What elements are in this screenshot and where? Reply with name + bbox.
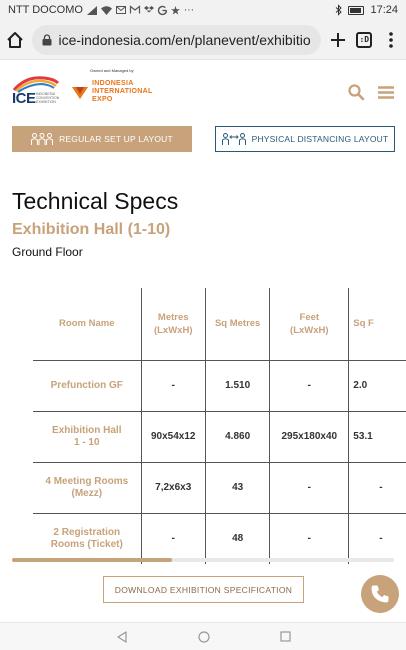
owned-by-label: Owned and Managed by bbox=[90, 68, 134, 73]
search-icon[interactable] bbox=[348, 84, 364, 100]
tab-count-badge: :D bbox=[356, 32, 372, 48]
hamburger-menu-icon[interactable] bbox=[378, 86, 394, 99]
header-metres: Metres (LxWxH) bbox=[141, 288, 205, 360]
cell-room-name: 2 Registration Rooms (Ticket) bbox=[33, 513, 141, 564]
table-scrollbar-thumb[interactable] bbox=[12, 558, 172, 562]
signal-icon bbox=[87, 6, 97, 15]
browser-menu-button[interactable] bbox=[382, 27, 400, 53]
cell-metres: 90x54x12 bbox=[141, 411, 205, 462]
iie-logo-line2: INTERNATIONAL bbox=[92, 88, 153, 95]
call-button[interactable] bbox=[361, 575, 399, 613]
home-button[interactable] bbox=[6, 27, 24, 53]
tab-switcher-button[interactable] bbox=[355, 27, 373, 53]
download-specification-button[interactable]: DOWNLOAD EXHIBITION SPECIFICATION bbox=[103, 576, 304, 603]
recents-icon[interactable] bbox=[280, 631, 291, 642]
bluetooth-icon bbox=[335, 5, 342, 15]
system-nav-bar bbox=[0, 622, 406, 650]
ice-logo-subtitle: INDONESIA CONVENTION EXHIBITION bbox=[36, 92, 60, 104]
header-feet: Feet (LxWxH) bbox=[270, 288, 349, 360]
cell-feet: 295x180x40 bbox=[270, 411, 349, 462]
battery-icon bbox=[348, 6, 364, 15]
cell-sq-metres: 4.860 bbox=[205, 411, 269, 462]
physical-distancing-label: PHYSICAL DISTANCING LAYOUT bbox=[251, 134, 389, 144]
cell-metres: - bbox=[141, 513, 205, 564]
cell-feet: - bbox=[270, 360, 349, 411]
cell-metres: - bbox=[141, 360, 205, 411]
table-row bbox=[33, 462, 406, 513]
table-row bbox=[33, 360, 406, 411]
regular-layout-label: REGULAR SET UP LAYOUT bbox=[59, 134, 173, 144]
specs-table bbox=[33, 288, 406, 564]
site-header bbox=[0, 62, 406, 122]
physical-distancing-layout-button[interactable] bbox=[215, 126, 395, 152]
page-title: Technical Specs bbox=[12, 188, 179, 214]
regular-layout-button[interactable] bbox=[12, 126, 192, 152]
layout-selector bbox=[0, 126, 406, 154]
cell-sq-feet: - bbox=[349, 462, 406, 513]
floor-label: Ground Floor bbox=[12, 245, 83, 259]
cell-room-name: Prefunction GF bbox=[33, 360, 141, 411]
more-vertical-icon bbox=[389, 32, 393, 48]
iie-logo-line1: INDONESIA bbox=[92, 80, 134, 87]
new-tab-button[interactable] bbox=[329, 27, 347, 53]
star-icon bbox=[171, 6, 180, 15]
iie-logo[interactable] bbox=[72, 68, 153, 104]
browser-toolbar bbox=[0, 20, 406, 60]
ice-logo-text: ICE bbox=[12, 90, 36, 107]
gmail-icon bbox=[130, 6, 140, 14]
people-group-icon bbox=[31, 133, 53, 145]
cell-feet: - bbox=[270, 462, 349, 513]
google-icon bbox=[158, 6, 167, 15]
cell-room-name: 4 Meeting Rooms (Mezz) bbox=[33, 462, 141, 513]
lock-icon bbox=[42, 34, 52, 46]
mail-icon bbox=[116, 6, 126, 14]
cell-room-name: Exhibition Hall 1 - 10 bbox=[33, 411, 141, 462]
back-icon[interactable] bbox=[116, 631, 128, 643]
phone-icon bbox=[370, 584, 390, 604]
iie-logo-line3: EXPO bbox=[92, 96, 113, 103]
home-circle-icon[interactable] bbox=[198, 631, 210, 643]
table-header-row bbox=[33, 288, 406, 360]
wifi-icon bbox=[101, 6, 112, 15]
cell-feet: - bbox=[270, 513, 349, 564]
cell-sq-metres: 43 bbox=[205, 462, 269, 513]
ice-logo[interactable] bbox=[12, 72, 62, 112]
cell-sq-metres: 48 bbox=[205, 513, 269, 564]
carrier-label: NTT DOCOMO bbox=[8, 4, 83, 16]
specs-table-scroll-area[interactable] bbox=[0, 288, 406, 550]
more-notifications-icon: ⋯ bbox=[183, 4, 194, 16]
header-sq-feet: Sq F bbox=[349, 288, 406, 360]
status-bar bbox=[0, 0, 406, 20]
header-room-name: Room Name bbox=[59, 318, 115, 330]
home-icon bbox=[6, 31, 24, 49]
address-bar[interactable] bbox=[32, 25, 320, 55]
header-sq-metres: Sq Metres bbox=[205, 288, 269, 360]
cell-sq-feet: 2.0 bbox=[349, 360, 406, 411]
cell-sq-feet: - bbox=[349, 513, 406, 564]
plus-icon bbox=[330, 32, 346, 48]
table-scrollbar[interactable] bbox=[12, 558, 394, 562]
clock-label: 17:24 bbox=[370, 4, 398, 16]
distancing-people-icon bbox=[222, 133, 246, 145]
cell-metres: 7,2x6x3 bbox=[141, 462, 205, 513]
dropbox-icon bbox=[144, 6, 154, 15]
url-text: ice-indonesia.com/en/planevent/exhibitio bbox=[58, 31, 311, 48]
table-row bbox=[33, 513, 406, 564]
table-row bbox=[33, 411, 406, 462]
cell-sq-feet: 53.1 bbox=[349, 411, 406, 462]
iie-logo-mark-icon bbox=[72, 84, 88, 100]
page-subtitle: Exhibition Hall (1-10) bbox=[12, 221, 171, 238]
cell-sq-metres: 1.510 bbox=[205, 360, 269, 411]
